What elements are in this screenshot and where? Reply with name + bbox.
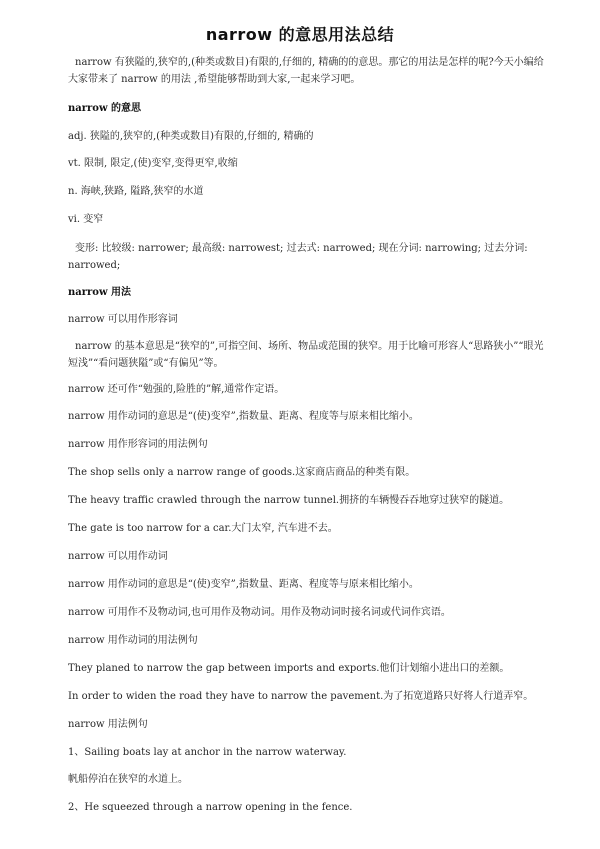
usage-adj-paragraph-2: narrow 还可作“勉强的,险胜的”解,通常作定语。 [68,384,285,395]
usage-adj-paragraph-3: narrow 用作动词的意思是“(使)变窄”,指数量、距离、程度等与原来相比缩小。 [68,411,419,422]
usage-verb-examples-title: narrow 用作动词的用法例句 [68,635,198,646]
usage-verb-example-1: They planed to narrow the gap between imports and exports.他们计划缩小进出口的差额。 [68,663,510,674]
usage-adj-paragraph-1: narrow 的基本意思是“狭窄的”,可指空间、场所、物品或范围的狭窄。用于比喻可形容人“思路狭小”“眼光短浅”“看问题狭隘”或“有偏见”等。 [68,341,544,369]
usage-adj-title: narrow 可以用作形容词 [68,314,178,325]
intro-paragraph: narrow 有狭隘的,狭窄的,(种类或数目)有限的,仔细的, 精确的的意思。那它的用法是怎样的呢?今天小编给大家带来了 narrow 的用法 ,希望能够帮助到大家,一起来学习吧。 [68,57,544,85]
usage-adj-examples-title: narrow 用作形容词的用法例句 [68,439,208,450]
meaning-forms: 变形: 比较级: narrower; 最高级: narrowest; 过去式: narrowed; 现在分词: narrowing; 过去分词: narrowed; [68,243,528,271]
meaning-n: n. 海峡,狭路, 隘路,狭窄的水道 [68,186,204,197]
usage-example-1-zh: 帆船停泊在狭窄的水道上。 [68,774,188,785]
usage-verb-paragraph-2: narrow 可用作不及物动词,也可用作及物动词。用作及物动词时接名词或代词作宾语。 [68,607,451,618]
usage-verb-paragraph-1: narrow 用作动词的意思是“(使)变窄”,指数量、距离、程度等与原来相比缩小。 [68,579,419,590]
usage-examples-title: narrow 用法例句 [68,719,148,730]
usage-adj-example-3: The gate is too narrow for a car.大门太窄, 汽车进不去。 [68,523,338,534]
usage-adj-example-2: The heavy traffic crawled through the narrow tunnel.拥挤的车辆慢吞吞地穿过狭窄的隧道。 [68,495,510,506]
meaning-adj: adj. 狭隘的,狭窄的,(种类或数目)有限的,仔细的, 精确的 [68,131,314,142]
usage-adj-example-1: The shop sells only a narrow range of goods.这家商店商品的种类有限。 [68,467,416,478]
usage-example-1-en: 1、Sailing boats lay at anchor in the narrow waterway. [68,747,347,758]
page-title: narrow 的意思用法总结 [205,25,395,44]
usage-verb-title: narrow 可以用作动词 [68,551,168,562]
usage-verb-example-2: In order to widen the road they have to narrow the pavement.为了拓宽道路只好将人行道弄窄。 [68,691,534,702]
usage-example-2-en: 2、He squeezed through a narrow opening in the fence. [68,802,353,813]
section-heading-usage: narrow 用法 [68,287,132,298]
section-heading-meaning: narrow 的意思 [68,103,142,114]
meaning-vi: vi. 变窄 [68,214,104,225]
meaning-vt: vt. 限制, 限定,(使)变窄,变得更窄,收缩 [68,158,238,169]
